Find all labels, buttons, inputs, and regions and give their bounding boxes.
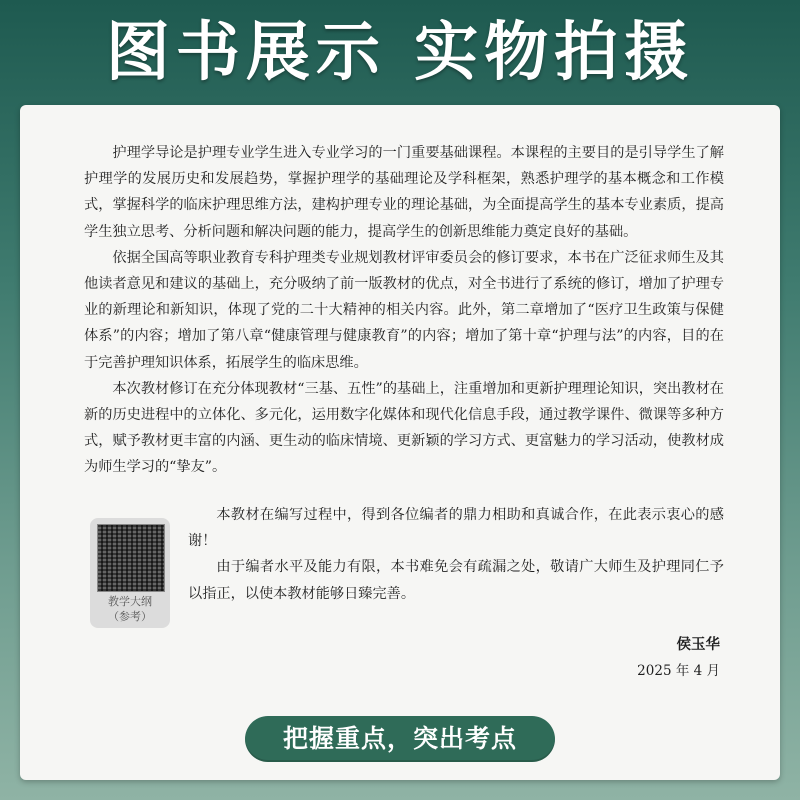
author-name: 侯玉华 bbox=[676, 636, 720, 653]
signature-date: 2025 年 4 月 bbox=[637, 663, 720, 679]
preface-paragraph-3: 本次教材修订在充分体现教材“三基、五性”的基础上，注重增加和更新护理理论知识，突出教材在新的历史进程中的立体化、多元化，运用数字化媒体和现代化信息手段，通过教学课件、微课等多种方式，赋予教材更丰富的内涵、更生动的临床情境、更新颖的学习方式、更富魅力的学习活动，使教材成为师生学习的“挚友”。 bbox=[84, 380, 724, 476]
banner-title: 图书展示 实物拍摄 bbox=[105, 16, 695, 90]
preface-paragraph-4: 本教材在编写过程中，得到各位编者的鼎力相助和真诚合作，在此表示衷心的感谢！ bbox=[188, 507, 724, 550]
highlight-pill: 把握重点，突出考点 bbox=[245, 716, 555, 762]
preface-paragraph-1: 护理学导论是护理专业学生进入专业学习的一门重要基础课程。本课程的主要目的是引导学生了解护理学的发展历史和发展趋势，掌握护理学的基础理论及学科框架，熟悉护理学的基本概念和工作模式，掌握科学的临床护理思维方法，建构护理专业的理论基础，为全面提高学生的基本专业素质，提高学生独立思考、分析问题和解决问题的能力，提高学生的创新思维能力奠定良好的基础。 bbox=[84, 145, 724, 240]
preface-closing bbox=[188, 502, 724, 607]
qr-label-line1: 教学大纲 bbox=[108, 595, 152, 608]
preface-paragraph-5: 由于编者水平及能力有限，本书难免会有疏漏之处，敬请广大师生及护理同仁予以指正，以使本教材能够日臻完善。 bbox=[188, 559, 724, 602]
qr-label-line2: （参考） bbox=[108, 610, 152, 623]
preface-body bbox=[84, 140, 724, 481]
signature bbox=[560, 632, 720, 684]
syllabus-qr-card[interactable] bbox=[90, 518, 170, 628]
preface-paragraph-2: 依据全国高等职业教育专科护理类专业规划教材评审委员会的修订要求，本书在广泛征求师生及其他读者意见和建议的基础上，充分吸纳了前一版教材的优点，对全书进行了系统的修订，增加了护理专业的新理论和新知识，体现了党的二十大精神的相关内容。此外，第二章增加了“医疗卫生政策与保健体系”的内容；增加了第八章“健康管理与健康教育”的内容；增加了第十章“护理与法”的内容，目的在于完善护理知识体系，拓展学生的临床思维。 bbox=[84, 249, 724, 371]
qr-label bbox=[90, 594, 170, 624]
qr-code-icon[interactable] bbox=[97, 524, 165, 592]
